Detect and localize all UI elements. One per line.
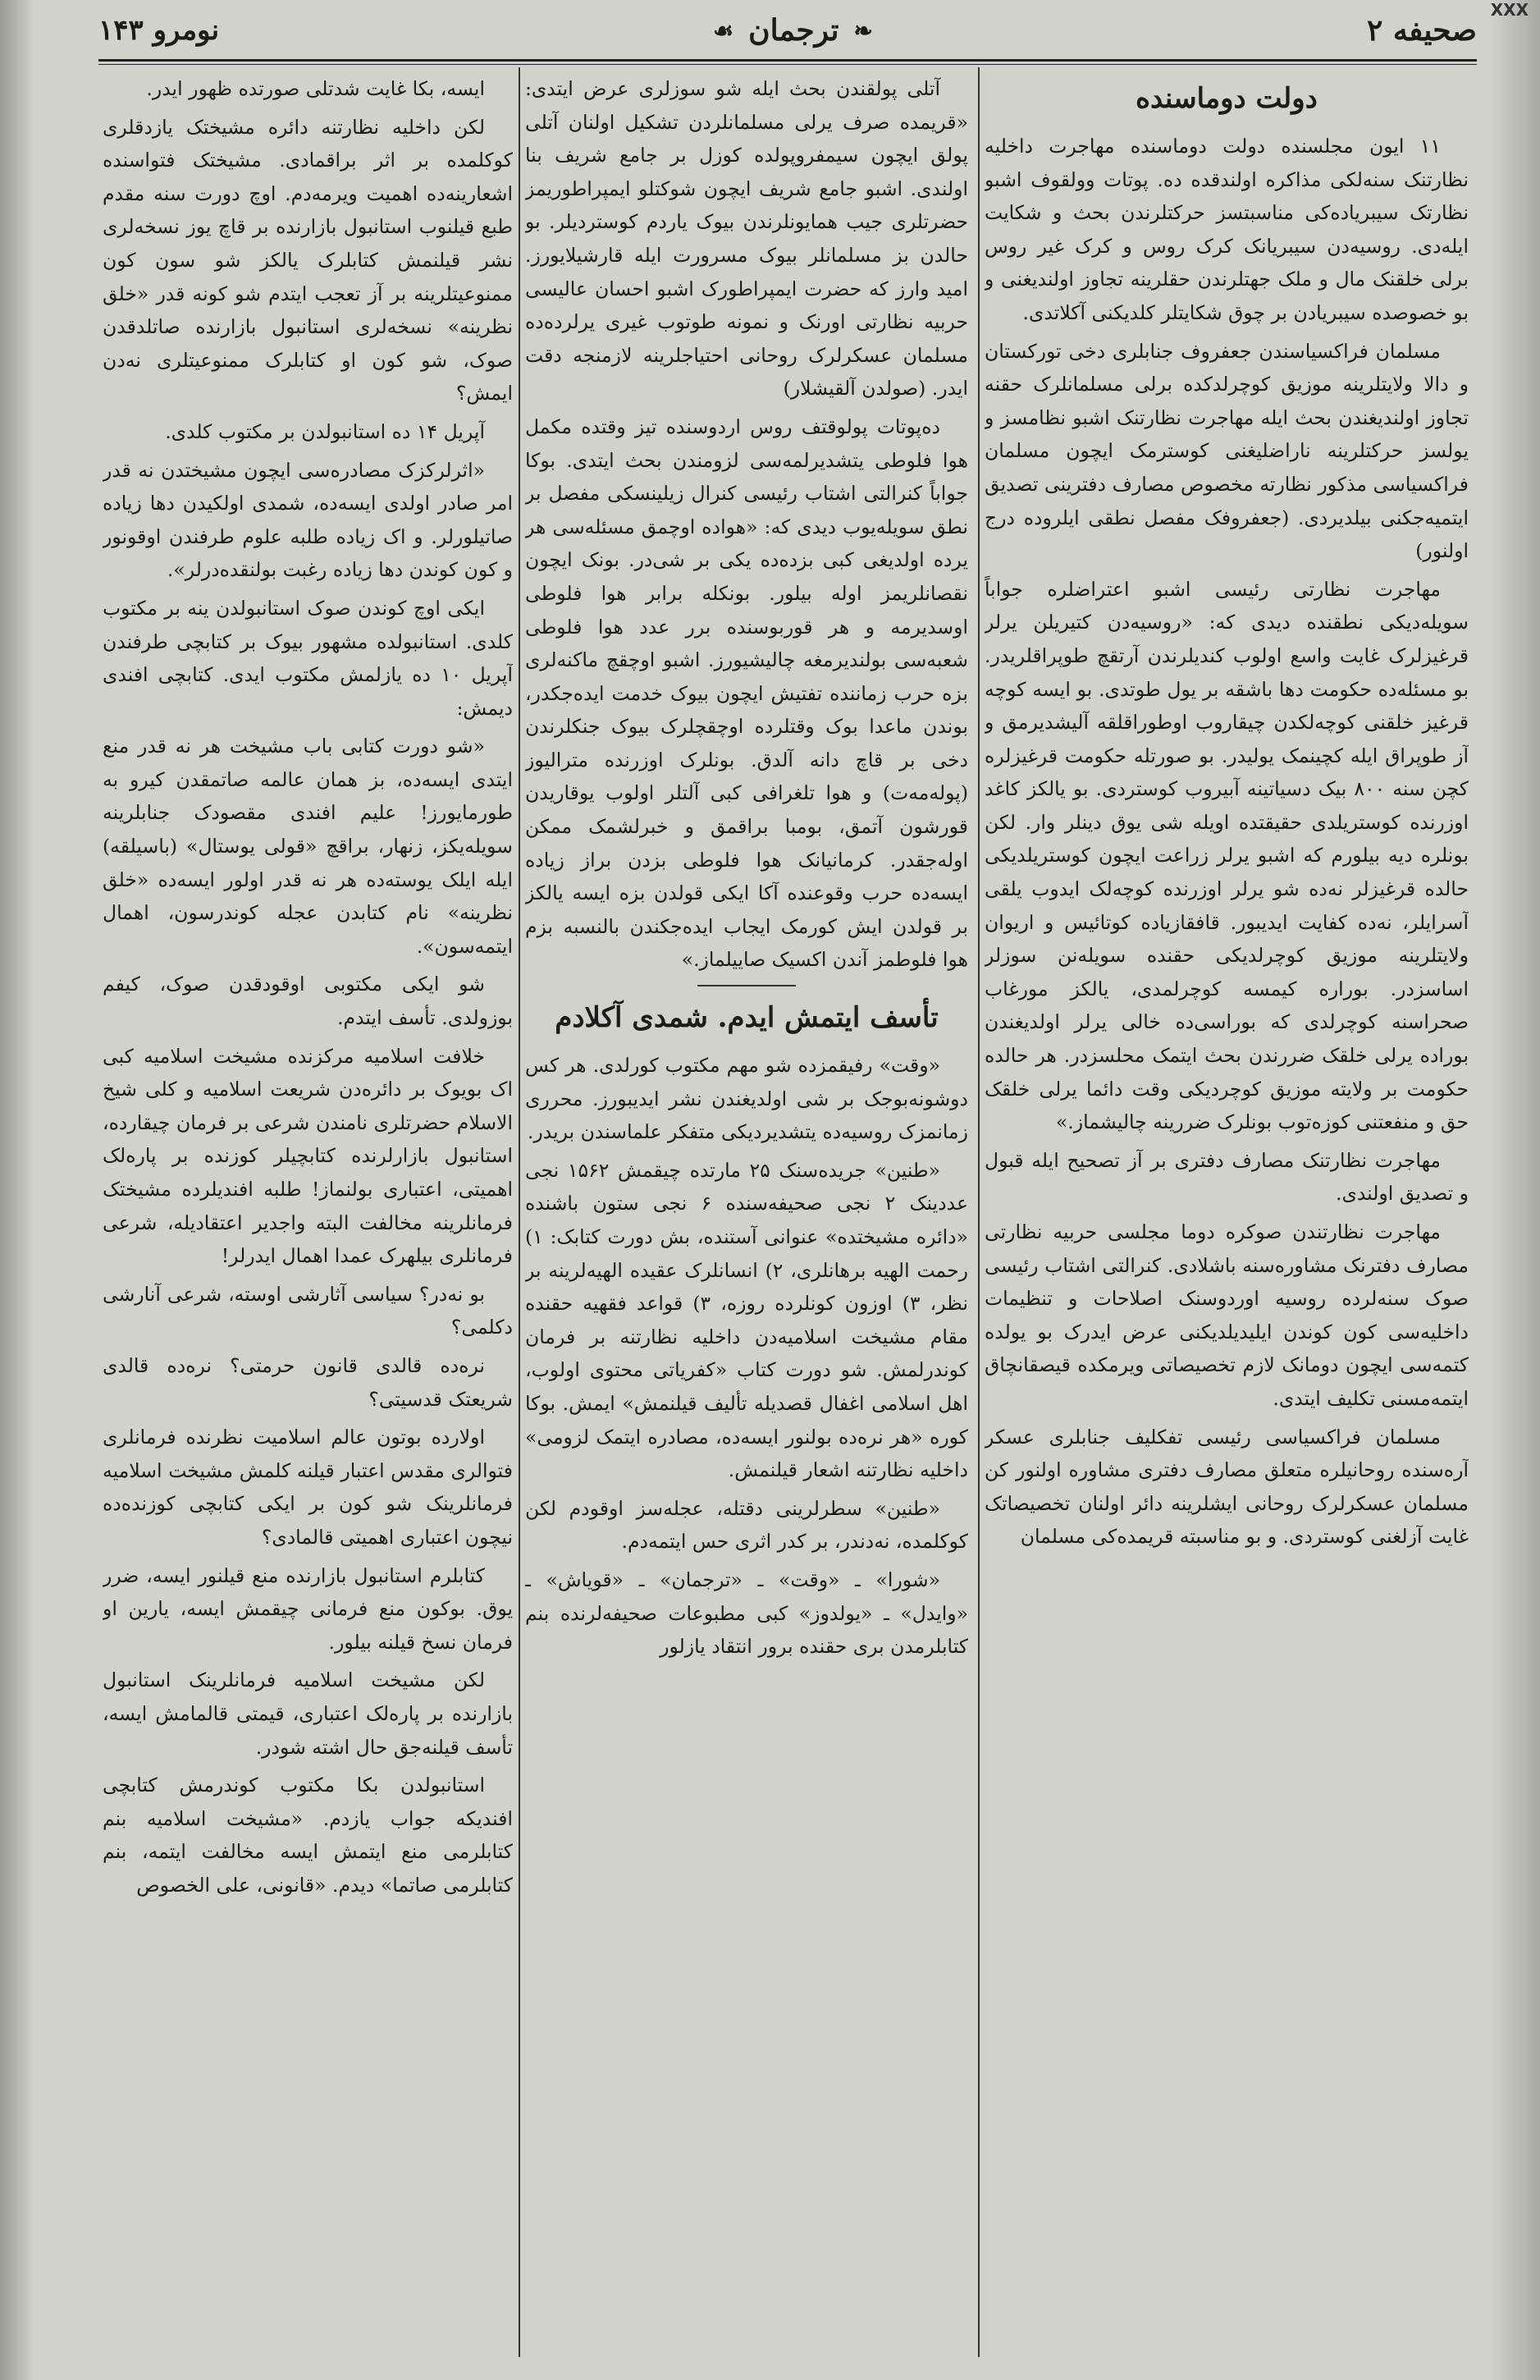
paragraph: استانبولدن بکا مکتوب کوندرمش کتابچی افندیکه جواب یازدم. «مشیخت اسلامیه بنم کتابلرمی منع ایتمش ایسه مخالفت ایتمه، بنم کتابلرمی صاتما» دیدم. «قانونی، علی الخصوص [103,1774,513,1897]
article-heading: دولت دوماسنده [1136,82,1318,115]
article-heading: تأسف ایتمش ایدم. شمدی آکلادم [555,1001,939,1035]
paragraph: لکن داخلیه نظارتنه دائره مشیختک یازدقلری کوکلمده بر اثر براقمادی. مشیختک فتواسنده اشعارینه‌ده اهمیت ویرمه‌دم. اوچ دورت سنه مقدم طبع قیلنوب استانبول بازارنده بر قاچ یوز نسخه‌لری نشر قیلنمش کتابلرک یالکز شو سون کون ممنوعیتلرینه بر آز تعجب ایتدم شو کونه قدر «خلق نظرینه» نسخه‌لری استانبول بازارنده صاتلدقدن صوک، شو کون او کتابلرک ممنوعیتلری نه‌دن ایمش؟ [103,115,513,405]
paragraph: شو ایکی مکتوبی اوقودقدن صوک، کیفم بوزولدی. تأسف ایتدم. [103,973,513,1030]
paragraph: «طنین» سطرلرینی دقتله، عجله‌سز اوقودم لکن کوکلمده، نه‌دندر، بر کدر اثری حس ایتمه‌دم. [525,1496,968,1554]
paragraph: ایسه، بکا غایت شدتلی صورتده ظهور ایدر. [146,77,485,100]
paragraph: «طنین» جریده‌سنک ۲۵ مارتده چیقمش ۱۵۶۲ نجی عددینک ۲ نجی صحیفه‌سنده ۶ نجی ستون باشنده «دائره مشیختده» عنوانی آستنده، بش دورت کتابک: ۱) رحمت الهیه برهانلری، ۲) انسانلرک عقیده الهیه‌لرینه بر نظر، ۳) اوزون کونلرده روزه، ۳) قواعد فقهیه حقنده مقام مشیخت اسلامیه‌دن داخلیه نظارتنه بر فرمان کوندرلمش. شو دورت کتاب «کفریاتی محتوی اولوب، اهل اسلامی اغفال قصدیله تألیف قیلنمش» ایمش. بوکا کوره «هر نره‌ده بولنور ایسه‌ده، مصادره ایتمک لزومی» داخلیه نظارتنه اشعار قیلنمش. [525,1158,968,1482]
paragraph: لکن مشیخت اسلامیه فرمانلرینک استانبول بازارنده بر پاره‌لک اعتباری، قیمتی قالمامش ایسه، تأسف قیلنه‌جق حال اشته شودر. [103,1668,513,1759]
column-right [985,72,1469,2354]
paragraph: ۱۱ ایون مجلسنده دولت دوماسنده مهاجرت داخلیه نظارتنک سنه‌لکی مذاکره اولندقده ده. پوتات وولقوف اشبو نظارتک سیبریاده‌کی مناسبتسز حرکتلرندن بحث و شکایت ایله‌دی. روسیه‌دن سیبریانک کرک روس و کرک غیر روس برلی خلقنک مال و ملک جهتلرندن حقلرینه تجاوز اولندیغنی و بو خصوصده سیبریادن بر چوق شکایتلر کلدیکنی آکلاتدی. [985,135,1469,324]
paragraph: «شو دورت کتابی باب مشیخت هر نه قدر منع ایتدی ایسه‌ده، بز همان عالمه صاتمقدن کیرو به طورمایورز! علیم افندی مقصودک جنابلرینه سویله‌یکز، زنهار، براقچ «قولی یوستال» (باسیلقه) ایله ایلک یوسته‌ده هر نه قدر اولور ایسه‌ده «خلق نظرینه» نام کتابدن عجله کوندرسون، اهمال ایتمه‌سون». [103,735,513,958]
column-left [103,72,513,2354]
header-rule [98,59,1477,65]
paragraph: بو نه‌در؟ سیاسی آثارشی اوسته، شرعی آنارشی دکلمی؟ [103,1282,513,1339]
paragraph: آتلی پولقندن بحث ایله شو سوزلری عرض ایتدی: «قریمده صرف یرلی مسلمانلردن تشکیل اولنان آتلی پولق ایچون سیمفروپولده کوزل بر جامع شریف بنا اولندی. اشبو جامع شریف ایچون شوکتلو ایمپراطوریمز حضرتلری جیب همایونلرندن بیوک یاردم کوستردیلر. بو حالدن بز مسلمانلر بیوک مسرورت ایله قارشیلایورز. امید وارز که حضرت ایمپراطورک اشبو احسان عالیسی حربیه نظارتی اورنک و نمونه طوتوب غیری یرلرده‌ده مسلمان عسکرلرک روحانی احتیاجلرینه لازمنجه دقت ایدر. (صولدن آلقیشلار) [525,77,968,400]
paragraph: مهاجرت نظارتنک مصارف دفتری بر آز تصحیح ایله قبول و تصدیق اولندی. [985,1148,1469,1206]
paragraph: مسلمان فراکسیاسندن جعفروف جنابلری دخی تورکستان و دالا ولایتلرینه موزیق کوچرلدکده برلی مسلمانلرک حقنه تجاوز اولندیغندن بحث ایله مهاجرت نظارتنک اشبو نظامسز و یولسز حرکتلرینه ناراضلیغنی کوسترمک ایچون مسلمان فراکسیاسی مذکور نظارته مخصوص مصارف دفترینی تصدیق ایتمیه‌جکنی بیلدیردی. (جعفروفک مفصل نطقی ایلروده درج اولنور) [985,339,1469,563]
page-number: صحیفه ۲ [1366,13,1477,48]
paragraph: اولارده بوتون عالم اسلامیت نظرنده فرمانلری فتوالری مقدس اعتبار قیلنه کلمش مشیخت اسلامیه فرمانلرینک شو کون بر ایکی کتابچی کوزنده‌ده نیچون اعتباری اهمیتی قالمادی؟ [103,1426,513,1549]
paragraph: نره‌ده قالدی قانون حرمتی؟ نره‌ده قالدی شریعتک قدسیتی؟ [103,1353,513,1411]
column-divider [978,67,980,2357]
paragraph: آپریل ۱۴ ده استانبولدن بر مکتوب کلدی. [165,419,485,443]
page-edge-left [0,0,33,2380]
issue-number: نومرو ۱۴۳ [98,14,220,47]
section-rule [697,985,796,986]
paragraph: ایکی اوچ کوندن صوک استانبولدن ینه بر مکتوب کلدی. استانبولده مشهور بیوک بر کتابچی طرفندن آپریل ۱۰ ده یازلمش مکتوب ایدی. کتابچی افندی دیمش: [103,596,513,720]
column-divider [519,67,520,2357]
page-header [98,5,1477,56]
paragraph: دەپوتات پولوقتف روس اردوسنده تیز وقتده مکمل هوا فلوطی یتشدیرلمه‌سی لزومندن بحث ایتدی. بوکا جواباً کنرالتی اشتاب رئیسی کنرال زیلینسکی مفصل بر نطق سویله‌یوب دیدی که: «هواده اوچمق مسئله‌سی هر یرده اولدیغی کبی بزده‌ده یکی بر شی‌در. بونک ایچون نقصانلریمز اوله بیلور. بونکله برابر هوا فلوطی اوسدیرمه و هر قوربوسنده برر عدد هوا فلوطی شعبه‌سی بولندیرمغه چالیشیورز. اشبو اوچقچ ماکنه‌لری بزه حرب زماننده تفتیش ایچون بیوک خدمت ایده‌جکدر، بوندن ماعدا بوک وقتلرده اوچقچلرک بیوک جنکلرندن دخی بر قاچ دانه آلدق. بونلرک اوزرنده متراليوز (پولەمەت) و هوا تلغرافی کبی آلتلر اولوب یوقاریدن قورشون آتمق، بومبا براقمق و خبرلشمک ممکن اوله‌جقدر. کرمانیانک هوا فلوطی بزدن براز زیاده ایسه‌ده حرب وقوعنده آکا ایکی قولدن بزه ایسه یالکز بر قولدن ایش کورمک ایجاب ایده‌جکندن بالنسبه بزم هوا فلوطمز آندن اکسیک صاییلماز.» [525,414,968,972]
masthead-title: ترجمان [748,13,839,48]
ornament-left-icon: ❧ [853,16,873,44]
paragraph: مهاجرت نظارتندن صوکره دوما مجلسی حربیه نظارتی مصارف دفترنک مشاوره‌سنه باشلادی. کنرالتی اشتاب رئیسی صوک سنه‌لرده روسیه اوردوسنک اصلاحات و تنظیمات داخلیه‌سی کون کوندن ایلیدیلدیکنی عرض ایدرک بو یولده کتمه‌سی ایچون دومانک لازم تخصیصاتی ویرمکده قیصقانچاق ایتمه‌مسنی تکلیف ایتدی. [985,1220,1469,1410]
paragraph: «وقت» رفیقمزده شو مهم مکتوب کورلدی. هر کس دوشونه‌بوجک بر شی اولدیغندن نشر ایدیبورز. محرری زمانمزک روسیه‌ده یتشدیردیکی متفکر علماسندن بریدر. [525,1054,968,1144]
paragraph: «اثرلرکزک مصادره‌سی ایچون مشیختدن نه قدر امر صادر اولدی ایسه‌ده، شمدی اولکیدن دها زیاده صاتیلورلر. و اک زیاده طلبه علوم طرفندن اوقونور و کون کوندن دها زیاده رغبت بولنقده‌درلر». [103,458,513,582]
paragraph: مسلمان فراکسیاسی رئیسی تفکلیف جنابلری عسکر آره‌سنده روحانیلره متعلق مصارف دفتری مشاوره اولنور کن مسلمان عسکرلرک روحانی ایشلرینه دائر اولنان تخصیصاتک غایت آزلغنی کوستردی. و بو مناسبته قریمده‌کی مسلمان [985,1425,1469,1549]
ornament-right-icon: ☙ [713,16,734,44]
masthead [713,13,873,48]
paragraph: مهاجرت نظارتی رئیسی اشبو اعتراضلره جواباً سویله‌دیکی نطقنده دیدی که: «روسیه‌دن کتیریلن یرلر قرغیزلرک غایت واسع اولوب کندیلرندن آرتقچ طوپراقلریدر. بو مسئله‌ده حکومت دها باشقه بر یول طوتدی. بو ایسه کوچه قرغیز خلقنی کوچه‌لکدن چیقاروب اوطوراقلقه آلیشدیرمق و آز طوپراق ایله کچینمک یولیدر. بو صورتله حکومت قرغیزلره کچن سنه ۸۰۰ بیک دسیاتینه آبیروب کوستردی. بو یالکز کاغد اوزرنده کوستریلدی حقیقتده اویله شی یوق دینلر وار. لکن بونلره دیه بیلورم که اشبو یرلر زراعت ایچون کوستریلدیکی حالده قرغیزلر نه‌ده شو یرلر اوزرنده کوچه‌لک ایدوب یلقی آسرایلر، نه‌ده کفایت ایدیبور. قافقازیاده کوتائیس و اریوان ولایتلرینه موزیق کوچرلدیکی حقنده سویله‌نن سوزلر اساسزدر. بوراره کیمسه کوچرلمدی، یالکز مورغاب صحراسنه کوچرلدی که بوراسی‌ده خالی یرلر اولدیغندن بوراده یرلی خلقک ضررندن بحث ایتمک محلسزدر. هر حالده حکومت بر ولایته موزیق کوچردیکی وقت دائما یرلی خلقک حق و منفعتنی کوزه‌توب بونلرک ضررینه چالیشماز.» [985,577,1469,1134]
paragraph: کتابلرم استانبول بازارنده منع قیلنور ایسه، ضرر یوق. بوکون منع فرمانی چیقمش ایسه، یارین او فرمان نسخ قیلنه بیلور. [103,1563,513,1654]
corner-mark: XXX [1490,0,1529,20]
page-edge-right [1491,0,1540,2380]
paragraph: «شورا» ـ «وقت» ـ «ترجمان» ـ «قویاش» ـ «وایدل» ـ «یولدوز» کبی مطبوعات صحیفه‌لرنده بنم کتابلرمدن بری حقنده برور انتقاد یازلور [525,1568,968,1659]
paragraph: خلافت اسلامیه مرکزنده مشیخت اسلامیه کبی اک بویوک بر دائره‌دن شریعت اسلامیه و کلی شیخ الاسلام حضرتلری نامندن شرعی بر فرمان چیقارده، استانبول بازارلرنده کتابچیلر کوزنده بر پاره‌لک اهمیتی، اعتباری بولنماز! طلبه افندیلرده مشیختک فرمانلرینه مخالفت البته واجدیر اعتقادیله، شرعی فرمانلری بیلهرک عمدا اهمال ایدرلر! [103,1044,513,1268]
column-middle [525,72,968,2354]
